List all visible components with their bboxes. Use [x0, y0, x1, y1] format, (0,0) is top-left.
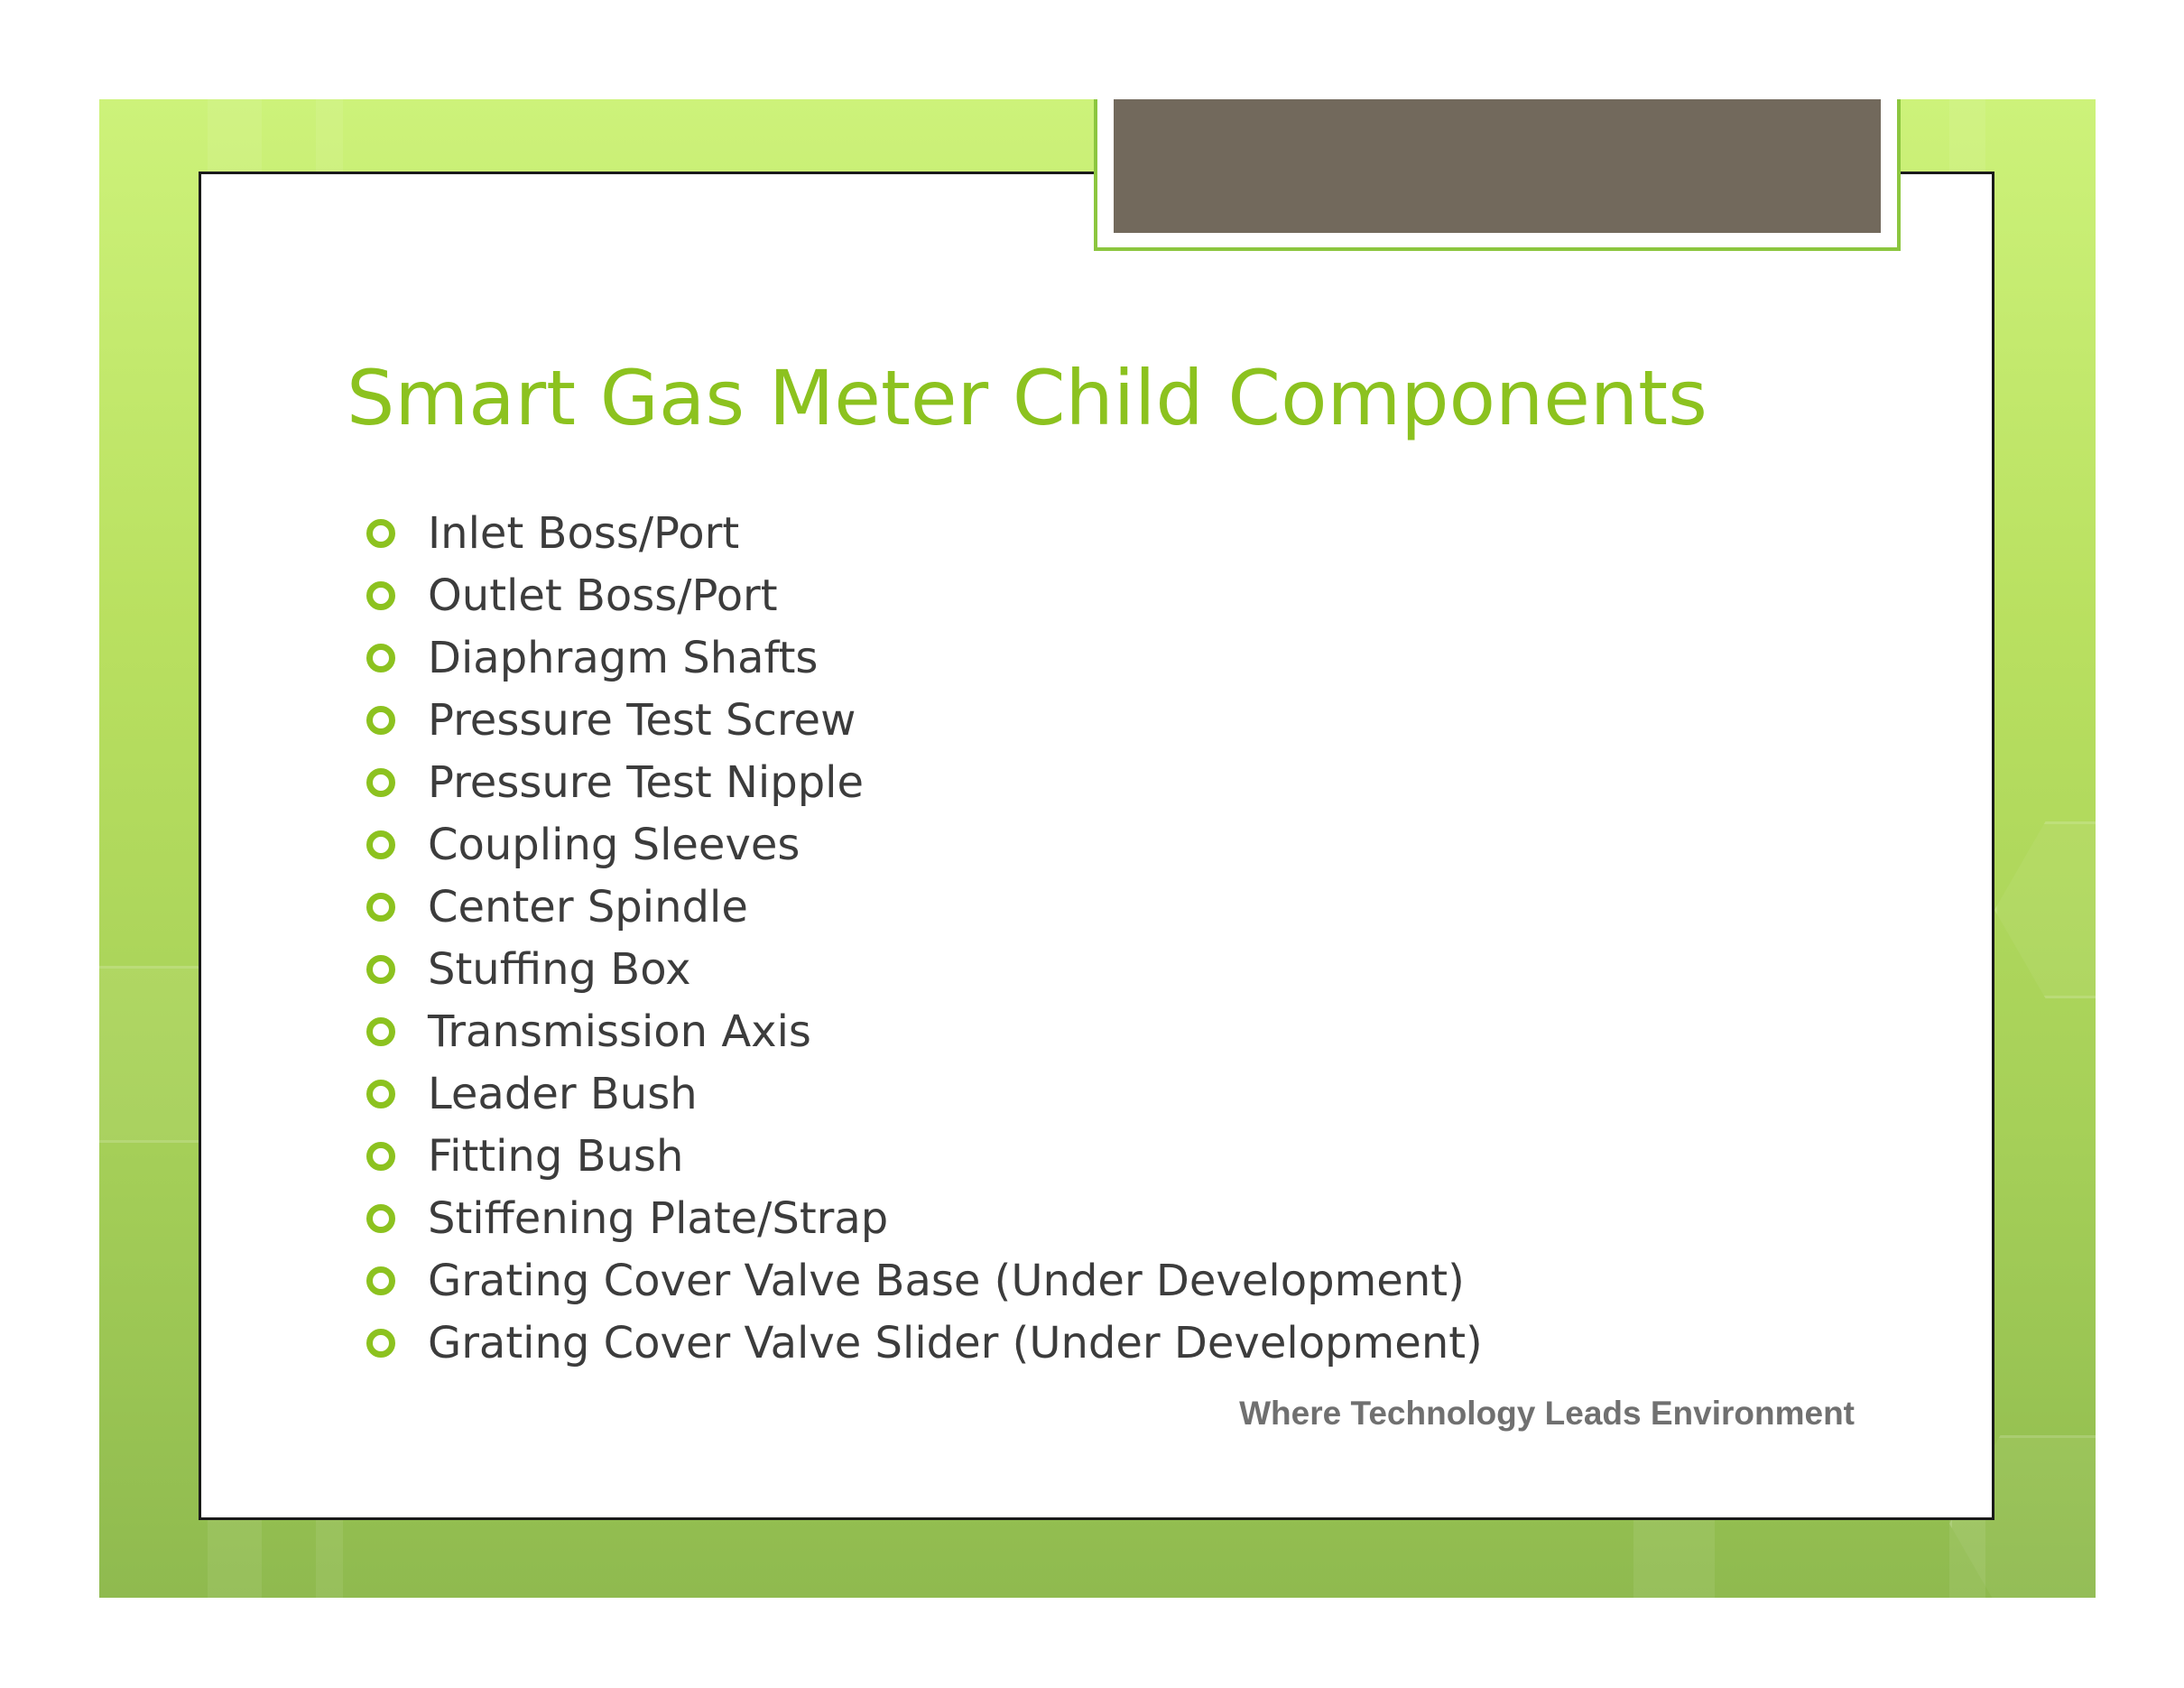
list-item [361, 876, 1483, 938]
ring-bullet-icon [366, 644, 395, 672]
list-item-label: Center Spindle [428, 881, 748, 932]
list-item-label: Grating Cover Valve Base (Under Development) [428, 1255, 1465, 1306]
list-item-label: Stuffing Box [428, 943, 691, 995]
list-item [361, 1249, 1483, 1312]
ring-bullet-icon [366, 519, 395, 548]
ring-bullet-icon [366, 768, 395, 797]
ring-bullet-icon [366, 1017, 395, 1046]
list-item [361, 1187, 1483, 1249]
ring-bullet-icon [366, 1329, 395, 1358]
ring-bullet-icon [366, 706, 395, 735]
list-item-label: Diaphragm Shafts [428, 632, 819, 683]
decorative-hexagon [1994, 821, 2096, 998]
header-tab [1094, 99, 1901, 251]
list-item-label: Leader Bush [428, 1068, 698, 1119]
list-item-label: Inlet Boss/Port [428, 507, 740, 559]
list-item-label: Coupling Sleeves [428, 819, 800, 870]
tagline: Where Technology Leads Environment [1239, 1395, 1855, 1432]
list-item [361, 1125, 1483, 1187]
list-item-label: Pressure Test Nipple [428, 756, 865, 808]
list-item [361, 1000, 1483, 1062]
ring-bullet-icon [366, 581, 395, 610]
list-item [361, 938, 1483, 1000]
list-item-label: Transmission Axis [428, 1006, 811, 1057]
list-item [361, 813, 1483, 876]
slide-title: Smart Gas Meter Child Components [347, 354, 1707, 442]
list-item [361, 751, 1483, 813]
component-list [361, 502, 1483, 1374]
list-item [361, 689, 1483, 751]
list-item-label: Stiffening Plate/Strap [428, 1192, 889, 1244]
ring-bullet-icon [366, 1080, 395, 1108]
list-item [361, 1062, 1483, 1125]
list-item [361, 502, 1483, 564]
list-item [361, 626, 1483, 689]
ring-bullet-icon [366, 1142, 395, 1171]
list-item-label: Fitting Bush [428, 1130, 684, 1182]
ring-bullet-icon [366, 1266, 395, 1295]
list-item-label: Outlet Boss/Port [428, 570, 778, 621]
ring-bullet-icon [366, 1204, 395, 1233]
header-tab-fill [1114, 99, 1881, 233]
list-item [361, 1312, 1483, 1374]
list-item [361, 564, 1483, 626]
list-item-label: Grating Cover Valve Slider (Under Development) [428, 1317, 1483, 1368]
ring-bullet-icon [366, 893, 395, 922]
ring-bullet-icon [366, 830, 395, 859]
list-item-label: Pressure Test Screw [428, 694, 856, 746]
ring-bullet-icon [366, 955, 395, 984]
